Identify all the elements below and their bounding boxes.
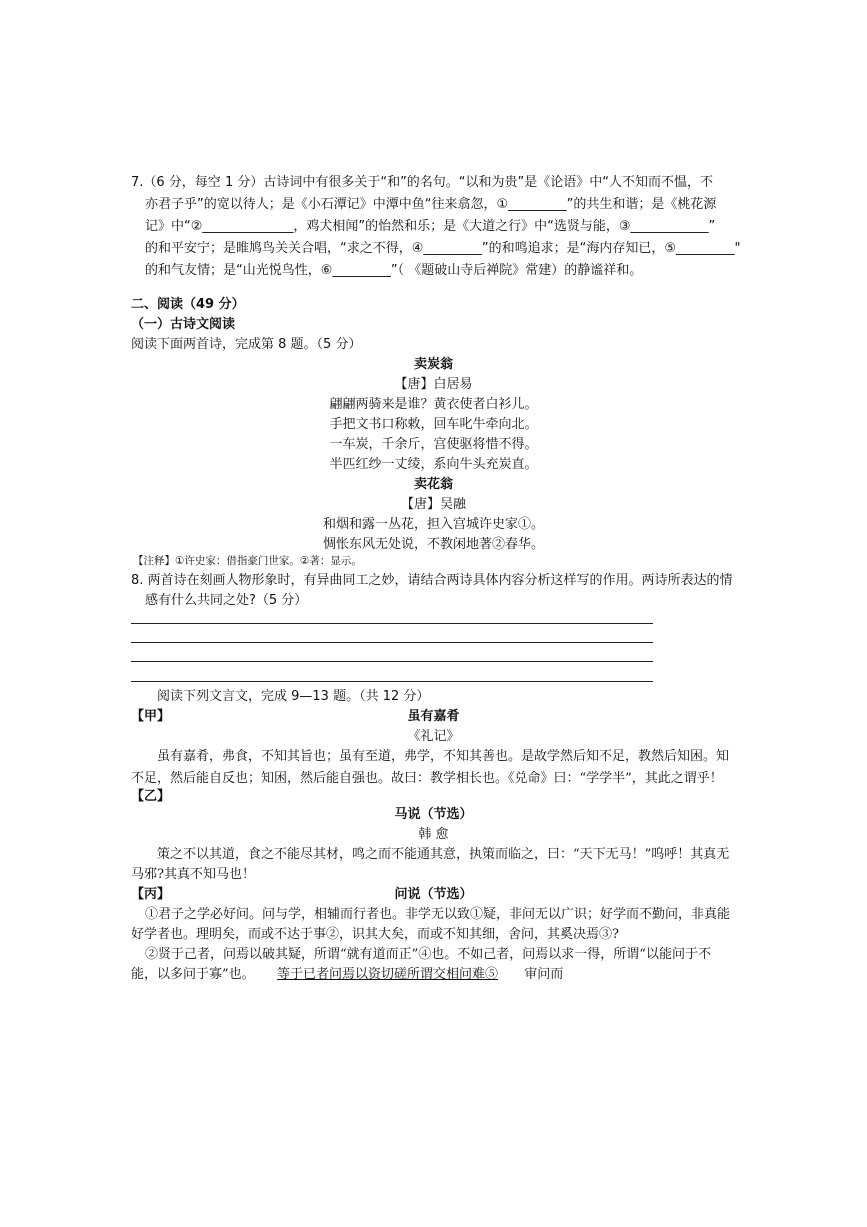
answer-line[interactable] [131,681,653,682]
poem2-author: 【唐】吴融 [400,497,466,512]
yi-line: 马邪?其真不知马也！ [131,867,255,882]
bing-last-line [131,966,563,984]
poem1-line: 翩翩两骑来是谁？黄衣使者白衫儿。 [329,397,538,412]
poem1-title: 卖炭翁 [413,357,453,372]
bing-line: ①君子之学必好问。问与学，相辅而行者也。非学无以致①疑，非问无以广识；好学而不勤问，非真能 [145,907,731,922]
answer-line[interactable] [131,642,653,643]
bing-title: 问说（节选） [394,887,473,902]
poem1-line: 半匹红纱一丈绫，系向牛头充炭直。 [329,457,538,472]
poem1-author: 【唐】白居易 [394,377,473,392]
q7-line-1: 7.（6 分，每空 1 分）古诗词中有很多关于“和”的名句。“以和为贵”是《论语》中“人不知而不愠，不 [131,175,714,190]
q7-line-3: 记》中“②______________，鸡犬相闻”的怡然和乐；是《大道之行》中“选贤与能，③____________” [145,219,716,234]
yi-label: 【乙】 [131,789,171,804]
bing-line: 好学者也。理明矣，而或不达于事②，识其大矣，而或不知其细，舍问，其奚决焉③? [131,927,619,942]
jia-line: 虽有嘉肴，弗食，不知其旨也；虽有至道，弗学，不知其善也。是故学然后知不足，教然后知困。知 [157,749,730,764]
yi-line: 策之不以其道，食之不能尽其材，鸣之而不能通其意，执策而临之，曰：“天下无马！”呜呼！其真无 [157,847,730,862]
answer-line[interactable] [131,661,653,662]
subsection-title: （一）古诗文阅读 [131,317,236,332]
poem-note: 【注释】①许史家：借指豪门世家。②著：显示。 [133,555,362,567]
yi-author: 韩 愈 [418,827,449,842]
bing-line: ②贤于己者，问焉以破其疑，所谓“就有道而正”④也。不如己者，问焉以求一得，所谓“以能问于不 [145,947,711,962]
q8-line-2: 感有什么共同之处?（5 分） [145,593,308,608]
poem2-title: 卖花翁 [413,477,453,492]
classical-intro: 阅读下列文言文，完成 9—13 题。（共 12 分） [157,689,430,704]
bing-underlined-sentence: 等于已者问焉以资切磋所谓交相问难⑤ [276,967,498,982]
poem2-line: 和烟和露一丛花，担入宫城许史家①。 [322,517,544,532]
q7-line-4: 的和平安宁；是睢鸠鸟关关合唱，“求之不得，④_________”的和鸣追求；是“海内存知已，⑤_________" [145,241,741,256]
q7-line-2: 亦君子乎”的宽以待人；是《小石潭记》中潭中鱼“往来翕忽，①_________”的共生和谐；是《桃花源 [145,197,717,212]
poem1-line: 一车炭，千余斤，宫使驱将惜不得。 [329,437,538,452]
poem2-line: 惆怅东风无处说，不教闲地著②春华。 [322,537,544,552]
jia-label: 【甲】 [131,709,171,724]
bing-line: 能，以多问于寡”也。 [131,967,255,982]
poem-intro: 阅读下面两首诗，完成第 8 题。（5 分） [131,337,362,352]
jia-line: 不足，然后能自反也；知困，然后能自强也。故曰：教学相长也。《兑命》曰：“学学半”，其此之谓乎！ [131,771,723,786]
bing-line-tail: 审问而 [524,967,564,982]
answer-line[interactable] [131,623,653,624]
q8-line-1: 8. 两首诗在刻画人物形象时，有异曲同工之妙，请结合两诗具体内容分析这样写的作用。两诗所表达的情 [131,573,733,588]
jia-source: 《礼记》 [407,729,460,744]
yi-title: 马说（节选） [394,807,473,822]
poem1-line: 手把文书口称敕，回车叱牛牵向北。 [329,417,538,432]
q7-line-5: 的和气友情；是“山光悦鸟性，⑥_________”（ 《题破山寺后禅院》常建）的静谧祥和。 [145,263,643,278]
section-title: 二、阅读（49 分） [131,297,245,312]
bing-label: 【丙】 [131,887,171,902]
jia-title: 虽有嘉肴 [407,709,460,724]
